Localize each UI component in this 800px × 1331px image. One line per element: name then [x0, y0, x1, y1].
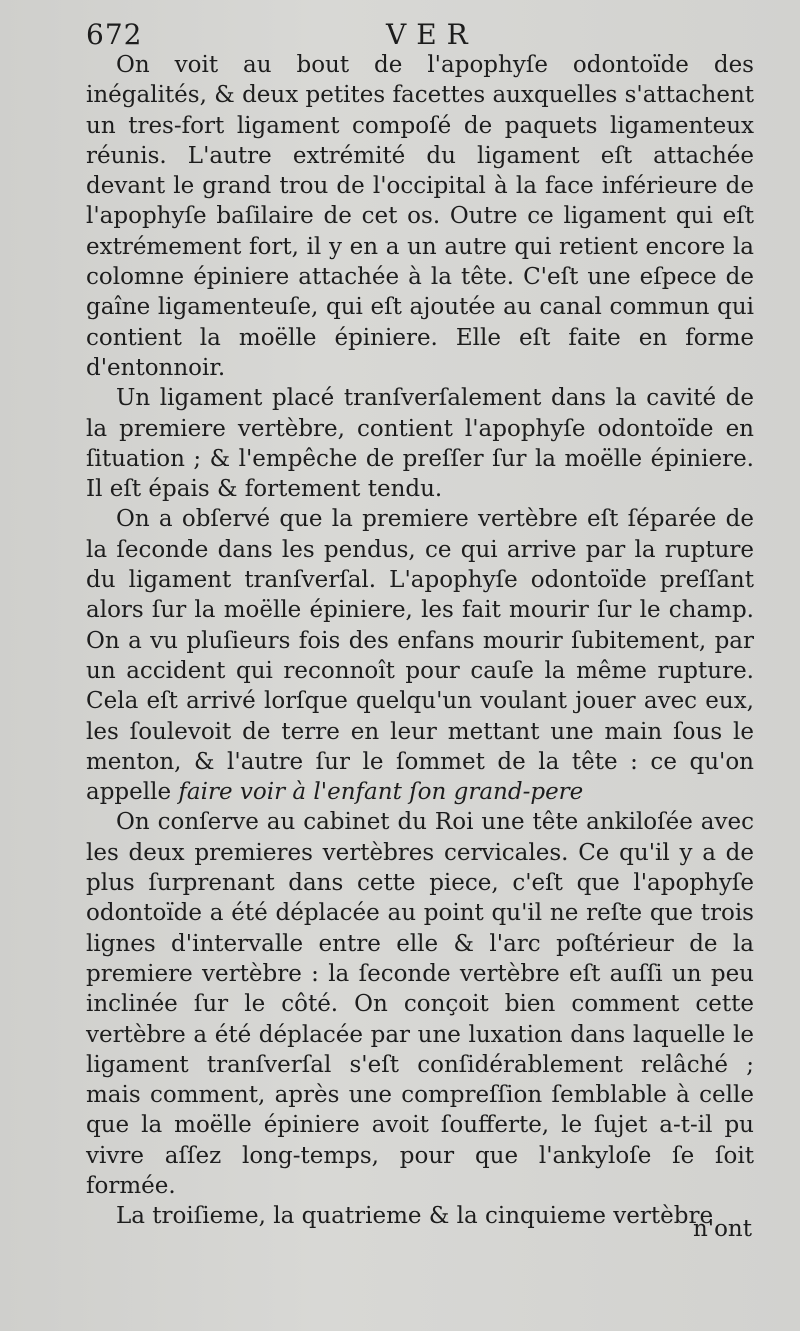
paragraph-3 — [86, 504, 754, 807]
catchword: n'ont — [692, 1216, 752, 1242]
paragraph-2-text: Un ligament placé tranſverſalement dans la cavité de la premiere vertèbre, contient l'apophyſe odontoïde en ſituation ; & l'empêche de preſſer ſur la moëlle épiniere. Il eſt épais & fortement tendu. — [86, 385, 754, 503]
paragraph-2 — [86, 383, 754, 504]
page-header — [86, 18, 750, 54]
paragraph-4-text: On conſerve au cabinet du Roi une tête ankiloſée avec les deux premieres vertèbres cervicales. Ce qu'il y a de plus ſurprenant dans cette piece, c'eſt que l'apophyſe odontoïde a été déplacée au point qu'il ne reſte que trois lignes d'intervalle entre elle & l'arc poſtérieur de la premiere vertèbre : la ſeconde vertèbre eſt auſſi un peu inclinée ſur le côté. On conçoit bien comment cette vertèbre a été déplacée par une luxation dans laquelle le ligament tranſverſal s'eſt conſidérablement relâché ; mais comment, après une compreſſion ſemblable à celle que la moëlle épiniere avoit ſoufferte, le ſujet a-t-il pu vivre aſſez long-temps, pour que l'ankyloſe ſe ſoit formée. — [86, 809, 754, 1199]
body-text — [86, 50, 754, 1232]
paragraph-3-text: On a obſervé que la premiere vertèbre eſt ſéparée de la ſeconde dans les pendus, ce qui arrive par la rupture du ligament tranſverſal. L'apophyſe odontoïde preſſant alors ſur la moëlle épiniere, les fait mourir ſur le champ. On a vu pluſieurs fois des enfans mourir ſubitement, par un accident qui reconnoît pour cauſe la même rupture. Cela eſt arrivé lorſque quelqu'un voulant jouer avec eux, les ſoulevoit de terre en leur mettant une main ſous le menton, & l'autre ſur le ſommet de la tête : ce qu'on appelle — [86, 506, 754, 806]
paragraph-5-text: La troiſieme, la quatrieme & la cinquieme vertèbre — [116, 1203, 714, 1230]
paragraph-4 — [86, 807, 754, 1201]
paragraph-1 — [86, 50, 754, 383]
running-head: VER — [386, 18, 478, 51]
paragraph-3-italic: faire voir à l'enfant ſon grand-pere — [178, 779, 584, 806]
page-number: 672 — [86, 18, 143, 51]
paragraph-5 — [86, 1201, 754, 1231]
paragraph-1-text: On voit au bout de l'apophyſe odontoïde des inégalités, & deux petites facettes auxquelles s'attachent un tres-fort ligament compoſé de paquets ligamenteux réunis. L'autre extrémité du ligament eſt attachée devant le grand trou de l'occipital à la face inférieure de l'apophyſe baſilaire de cet os. Outre ce ligament qui eſt extrémement fort, il y en a un autre qui retient encore la colomne épiniere attachée à la tête. C'eſt une eſpece de gaîne ligamenteuſe, qui eſt ajoutée au canal commun qui contient la moëlle épiniere. Elle eſt faite en forme d'entonnoir. — [86, 52, 754, 381]
